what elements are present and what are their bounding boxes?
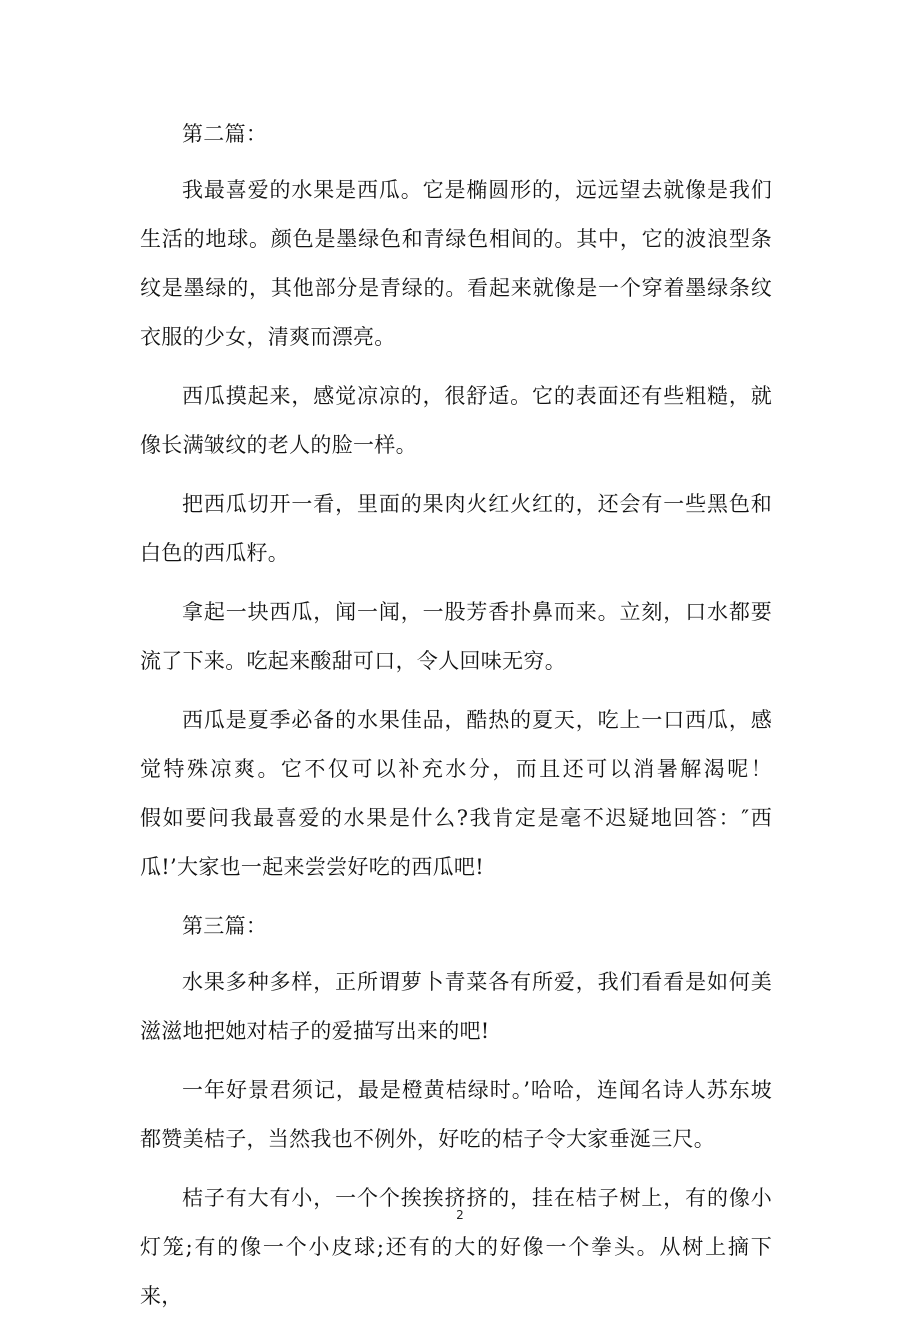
paragraph: 把西瓜切开一看，里面的果肉火红火红的，还会有一些黑色和白色的西瓜籽。 [140, 492, 772, 565]
paragraph: 水果多种多样，正所谓萝卜青菜各有所爱，我们看看是如何美滋滋地把她对桔子的爱描写出来的吧! [140, 970, 772, 1043]
page-number: 2 [456, 1208, 464, 1222]
paragraph: 西瓜是夏季必备的水果佳品，酷热的夏天，吃上一口西瓜，感觉特殊凉爽。它不仅可以补充水分，而且还可以消暑解渴呢！ 假如要问我最喜爱的水果是什么?我肯定是毫不迟疑地回答：″西瓜!’大家也一起来尝尝好吃的西瓜吧! [140, 708, 815, 879]
section-heading-2: 第二篇： [182, 122, 268, 146]
paragraph: 我最喜爱的水果是西瓜。它是椭圆形的，远远望去就像是我们生活的地球。颜色是墨绿色和青绿色相间的。其中，它的波浪型条纹是墨绿的，其他部分是青绿的。看起来就像是一个穿着墨绿条纹衣服的少女，清爽而漂亮。 [140, 178, 772, 349]
paragraph: 西瓜摸起来，感觉凉凉的，很舒适。它的表面还有些粗糙，就像长满皱纹的老人的脸一样。 [140, 384, 772, 457]
paragraph: 桔子有大有小，一个个挨挨挤挤的，挂在桔子树上，有的像小灯笼;有的像一个小皮球;还有的大的好像一个拳头。从树上摘下来， [140, 1186, 772, 1308]
section-heading-3: 第三篇： [182, 914, 268, 938]
paragraph: 拿起一块西瓜，闻一闻，一股芳香扑鼻而来。立刻，口水都要流了下来。吃起来酸甜可口，令人回味无穷。 [140, 600, 772, 673]
paragraph: 一年好景君须记，最是橙黄桔绿时。’哈哈，连闻名诗人苏东坡都赞美桔子，当然我也不例外，好吃的桔子令大家垂涎三尺。 [140, 1078, 772, 1151]
document-body [140, 110, 815, 1331]
